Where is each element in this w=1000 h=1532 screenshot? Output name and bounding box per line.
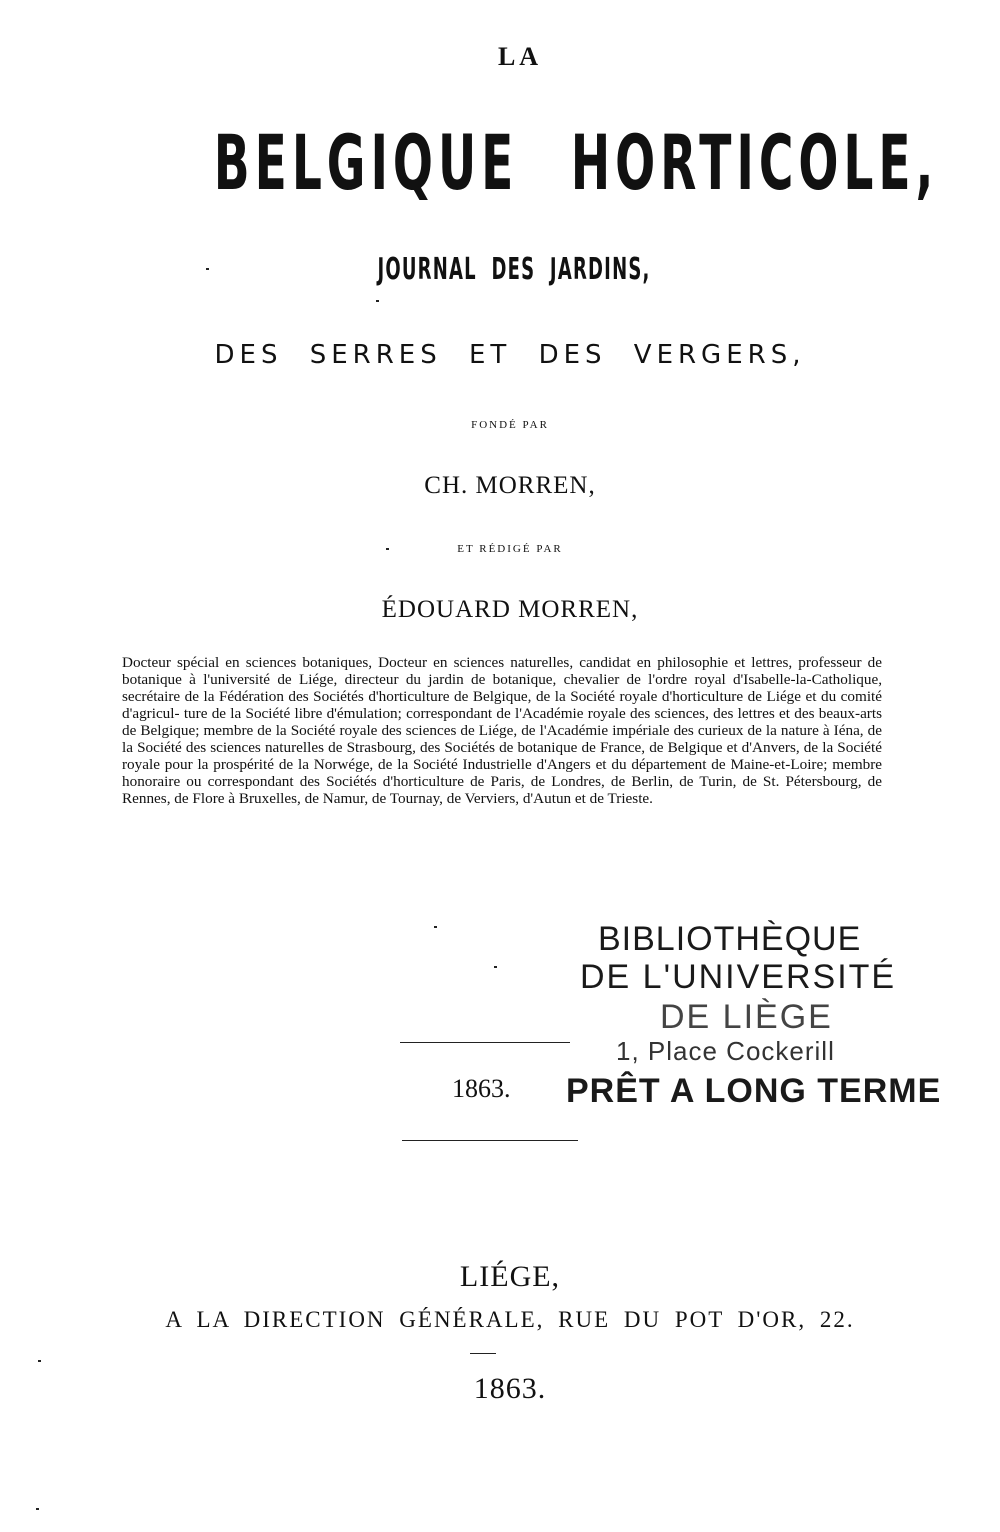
stamp-line-loan: PRÊT A LONG TERME bbox=[566, 1072, 942, 1110]
imprint-publisher-address: A LA DIRECTION GÉNÉRALE, RUE DU POT D'OR, 22. bbox=[165, 1307, 855, 1332]
credentials-line: d'horticulture de Belgique, de la Société royale d'horticulture de Liége et du comité d'agricul- bbox=[122, 688, 883, 722]
credentials-line: Londres, de Berlin, de Turin, de St. Pétersbourg, de Rennes, de Flore à Bruxelles, de Namur, bbox=[122, 773, 882, 807]
editor-surname: MORREN, bbox=[518, 596, 639, 623]
founder-surname: MORREN, bbox=[475, 472, 596, 499]
paper-speck bbox=[386, 548, 389, 550]
volume-year: 1863. bbox=[452, 1074, 511, 1103]
stamp-line-liege: DE LIÈGE bbox=[660, 998, 833, 1036]
paper-speck bbox=[376, 300, 379, 302]
paper-speck bbox=[434, 926, 437, 928]
paper-speck bbox=[38, 1360, 41, 1362]
founded-by-label: FONDÉ PAR bbox=[471, 419, 549, 431]
paper-speck bbox=[36, 1508, 39, 1510]
credentials-line: de Tournay, de Verviers, d'Autun et de Trieste. bbox=[371, 790, 653, 807]
credentials-line: Docteur spécial en sciences botaniques, Docteur en sciences naturelles, candidat en philosophie bbox=[122, 654, 729, 671]
stamp-line-bibliotheque: BIBLIOTHÈQUE bbox=[598, 920, 862, 958]
divider-short bbox=[470, 1353, 496, 1354]
credentials-line: ture de la Société libre d'émulation; correspondant de l'Académie royale des sciences, des bbox=[183, 705, 734, 722]
credentials-line: Strasbourg, des Sociétés de botanique de France, de Belgique et d'Anvers, de la Société royale bbox=[122, 739, 882, 773]
subtitle-journal: JOURNAL DES JARDINS, bbox=[377, 252, 651, 287]
credentials-line: l'Académie impériale des curieux de la nature à Iéna, de la Société des sciences naturelles de bbox=[122, 722, 882, 756]
paper-speck bbox=[206, 268, 209, 270]
credentials-line: chevalier de l'ordre royal d'Isabelle-la-Catholique, secrétaire de la Fédération des Sociétés bbox=[122, 671, 883, 705]
imprint-year: 1863. bbox=[473, 1372, 547, 1405]
credentials-line: pour la prospérité de la Norwége, de la Société Industrielle d'Angers et du département de bbox=[164, 756, 726, 773]
editor-first-name: ÉDOUARD bbox=[381, 596, 511, 623]
edited-by-label: ET RÉDIGÉ PAR bbox=[457, 543, 563, 555]
main-title: BELGIQUE HORTICOLE, bbox=[213, 118, 939, 207]
editor-name bbox=[10, 596, 1000, 624]
credentials-line: lettres et des beaux-arts de Belgique; membre de la Société royale des sciences de Liége, de bbox=[122, 705, 882, 739]
subtitle-serres: DES SERRES ET DES VERGERS, bbox=[214, 340, 806, 370]
credentials-line: et lettres, professeur de botanique à l'université de Liége, directeur du jardin de botanique, bbox=[122, 654, 882, 688]
stamp-line-universite: DE L'UNIVERSITÉ bbox=[580, 958, 897, 996]
paper-speck bbox=[494, 966, 497, 968]
credentials-line: Maine-et-Loire; membre honoraire ou correspondant des Sociétés d'horticulture de Paris, de bbox=[122, 756, 883, 790]
divider-upper bbox=[400, 1042, 570, 1043]
founder-name bbox=[10, 472, 1000, 500]
divider-lower bbox=[402, 1140, 578, 1141]
editor-credentials bbox=[122, 654, 882, 807]
stamp-line-address: 1, Place Cockerill bbox=[616, 1036, 835, 1066]
imprint-city: LIÉGE, bbox=[459, 1260, 561, 1293]
founder-initial: CH. bbox=[424, 472, 469, 499]
title-article: LA bbox=[497, 42, 543, 71]
